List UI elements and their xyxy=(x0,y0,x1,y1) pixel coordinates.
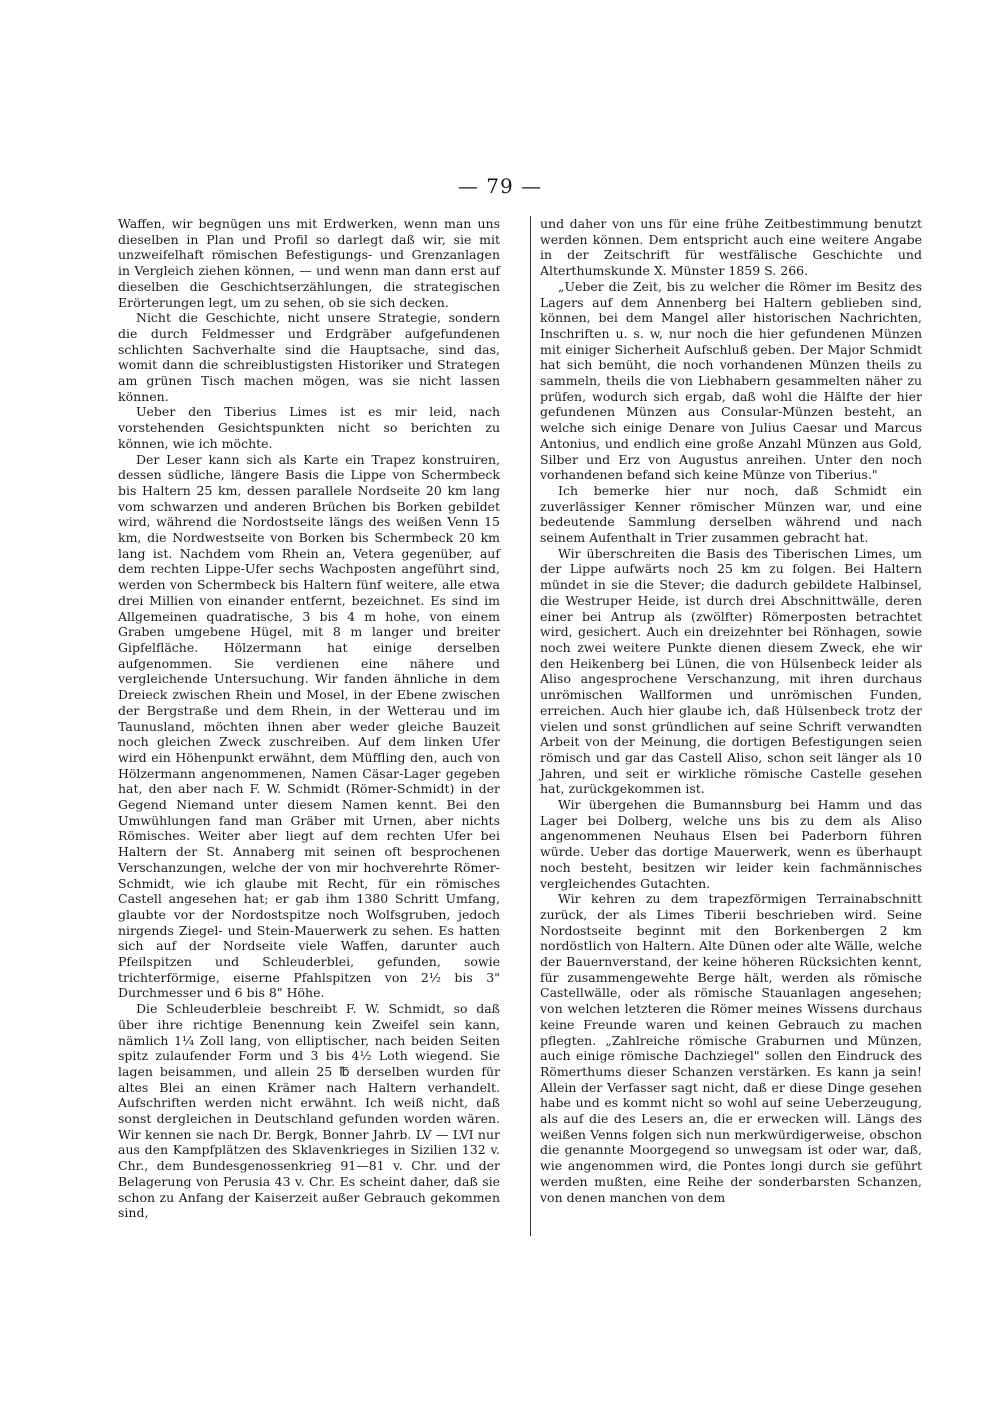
paragraph: Ich bemerke hier nur noch, daß Schmidt ein zuverlässiger Kenner römischer Münzen war, und eine bedeutende Sammlung derselben während und nach seinem Aufenthalt in Trier zusammen gebracht hat. xyxy=(540,482,922,546)
paragraph: Ueber den Tiberius Limes ist es mir leid, nach vorstehenden Gesichtspunkten nicht so berichten zu können, wie ich möchte. xyxy=(118,404,500,451)
paragraph: Waffen, wir begnügen uns mit Erdwerken, wenn man uns dieselben in Plan und Profil so darlegt daß wir, sie mit unzweifelhaft römischen Befestigungs- und Grenzanlagen in Vergleich ziehen können, — und wenn man dann erst auf dieselben die Geschichtserzählungen, die strategischen Erörterungen legt, um zu sehen, ob sie sich decken. xyxy=(118,216,500,310)
left-column xyxy=(118,216,500,1221)
right-column xyxy=(540,216,922,1205)
paragraph: Wir kehren zu dem trapezförmigen Terrainabschnitt zurück, der als Limes Tiberii beschrieben wird. Seine Nordostseite beginnt mit den Borkenbergen 2 km nordöstlich von Haltern. Alte Dünen oder alte Wälle, welche der Bauernverstand, der keine höheren Rücksichten kennt, für zusammengewehte Berge hält, werden als römische Castellwälle, oder als römische Stauanlagen angesehen; von welchen letzteren die Römer meines Wissens durchaus keine Freunde waren und keinen Gebrauch zu machen pflegten. „Zahlreiche römische Graburnen und Münzen, auch einige römische Dachziegel" sollen den Eindruck des Römerthums dieser Schanzen verstärken. Es kann ja sein! Allein der Verfasser sagt nicht, daß er diese Dinge gesehen habe und es kommt nicht so wohl auf seine Ueberzeugung, als auf die des Lesers an, die er erwecken will. Längs des weißen Venns folgen sich nun merkwürdigerweise, obschon die genannte Moorgegend so unwegsam ist oder war, daß, wie angenommen wird, die Pontes longi durch sie geführt werden mußten, eine Reihe der sonderbarsten Schanzen, von denen manchen von dem xyxy=(540,891,922,1205)
paragraph: Nicht die Geschichte, nicht unsere Strategie, sondern die durch Feldmesser und Erdgräber aufgefundenen schlichten Sachverhalte sind die Hauptsache, sind das, womit dann die schreiblustigsten Historiker und Strategen am grünen Tisch machen mögen, was sie nicht lassen können. xyxy=(118,310,500,404)
paragraph: Wir überschreiten die Basis des Tiberischen Limes, um der Lippe aufwärts noch 25 km zu folgen. Bei Haltern mündet in sie die Stever; die dadurch gebildete Halbinsel, die Westruper Heide, ist durch drei Abschnittwälle, deren einer bei Antrup als (zwölfter) Römerposten betrachtet wird, gesichert. Auch ein dreizehnter bei Rönhagen, sowie noch zwei weitere Punkte dienen diesem Zweck, ehe wir den Heikenberg bei Lünen, die von Hülsenbeck leider als Aliso angesprochene Verschanzung, mit ihren durchaus unrömischen Wallformen und unrömischen Funden, erreichen. Auch hier glaube ich, daß Hülsenbeck trotz der vielen und sonst gründlichen auf seine Schrift verwandten Arbeit von der Meinung, die dortigen Befestigungen seien römisch und gar das Castell Aliso, schon seit länger als 10 Jahren, und seit er wirkliche römische Castelle gesehen hat, zurückgekommen ist. xyxy=(540,545,922,797)
paragraph: „Ueber die Zeit, bis zu welcher die Römer im Besitz des Lagers auf dem Annenberg bei Haltern geblieben sind, können, bei dem Mangel aller historischen Nachrichten, Inschriften u. s. w, nur noch die hier gefundenen Münzen mit einiger Sicherheit Aufschluß geben. Der Major Schmidt hat sich bemüht, die noch vorhandenen Münzen theils zu sammeln, theils die von Liebhabern gesammelten näher zu prüfen, wodurch sich ergab, daß wohl die Hälfte der hier gefundenen Münzen aus Consular-Münzen besteht, an welche sich einige Denare von Julius Caesar und Marcus Antonius, und endlich eine große Anzahl Münzen aus Gold, Silber und Erz von Augustus anreihen. Unter den noch vorhandenen befand sich keine Münze von Tiberius." xyxy=(540,278,922,483)
column-divider xyxy=(530,216,531,1236)
paragraph: Wir übergehen die Bumannsburg bei Hamm und das Lager bei Dolberg, welche uns bis zu dem als Aliso angenommenen Neuhaus Elsen bei Paderborn führen würde. Ueber das dortige Mauerwerk, wenn es überhaupt noch besteht, besitzen wir leider kein fachmännisches vergleichendes Gutachten. xyxy=(540,797,922,891)
paragraph: und daher von uns für eine frühe Zeitbestimmung benutzt werden können. Dem entspricht auch eine weitere Angabe in der Zeitschrift für westfälische Geschichte und Alterthumskunde X. Münster 1859 S. 266. xyxy=(540,216,922,279)
page-number: — 79 — xyxy=(457,174,543,198)
paragraph: Die Schleuderbleie beschreibt F. W. Schmidt, so daß über ihre richtige Benennung kein Zweifel sein kann, nämlich 1¼ Zoll lang, von elliptischer, nach beiden Seiten spitz zulaufender Form und 3 bis 4½ Loth wiegend. Sie lagen beisammen, und allein 25 ℔ derselben wurden für altes Blei an einen Krämer nach Haltern verhandelt. Aufschriften werden nicht erwähnt. Ich weiß nicht, daß sonst dergleichen in Deutschland gefunden worden wären. Wir kennen sie nach Dr. Bergk, Bonner Jahrb. LV — LVI nur aus den Kampfplätzen des Sklavenkrieges in Sizilien 132 v. Chr., dem Bundesgenossenkrieg 91—81 v. Chr. und der Belagerung von Perusia 43 v. Chr. Es scheint daher, daß sie schon zu Anfang der Kaiserzeit außer Gebrauch gekommen sind, xyxy=(118,1001,500,1221)
paragraph: Der Leser kann sich als Karte ein Trapez konstruiren, dessen südliche, längere Basis die Lippe von Schermbeck bis Haltern 25 km, dessen parallele Nordseite 20 km lang vom schwarzen und anderen Brüchen bis Borken gebildet wird, während die Nordostseite längs des weißen Venn 15 km, die Nordwestseite von Borken bis Schermbeck 20 km lang ist. Nachdem vom Rhein an, Vetera gegenüber, auf dem rechten Lippe-Ufer sechs Wachposten angeführt sind, werden von Schermbeck bis Haltern fünf weitere, alle etwa drei Millien von einander entfernt, bezeichnet. Es sind im Allgemeinen quadratische, 3 bis 4 m hohe, von einem Graben umgebene Hügel, mit 8 m langer und breiter Gipfelfläche. Hölzermann hat einige derselben aufgenommen. Sie verdienen eine nähere und vergleichende Untersuchung. Wir fanden ähnliche in dem Dreieck zwischen Rhein und Mosel, in der Ebene zwischen der Bergstraße und dem Rhein, in der Wetterau und im Taunusland, möchten ihnen aber weder gleiche Bauzeit noch gleichen Zweck zuschreiben. Auf dem linken Ufer wird ein Höhenpunkt erwähnt, dem Müffling den, auch von Hölzermann angenommenen, Namen Cäsar-Lager gegeben hat, den aber nach F. W. Schmidt (Römer-Schmidt) in der Gegend Niemand unter diesem Namen kennt. Bei den Umwühlungen fand man Gräber mit Urnen, aber nichts Römisches. Weiter aber liegt auf dem rechten Ufer bei Haltern der St. Annaberg mit seinen oft besprochenen Verschanzungen, welche der von mir hochverehrte Römer-Schmidt, wie ich glaube mit Recht, für ein römisches Castell angesehen hat; er gab ihm 1380 Schritt Umfang, glaubte vor der Nordostspitze noch Wolfsgruben, jedoch nirgends Ziegel- und Stein-Mauerwerk zu sehen. Es hatten sich auf der Nordseite viele Waffen, darunter auch Pfeilspitzen und Schleuderblei, gefunden, sowie trichterförmige, eiserne Pfahlspitzen von 2½ bis 3" Durchmesser und 6 bis 8" Höhe. xyxy=(118,451,500,1001)
